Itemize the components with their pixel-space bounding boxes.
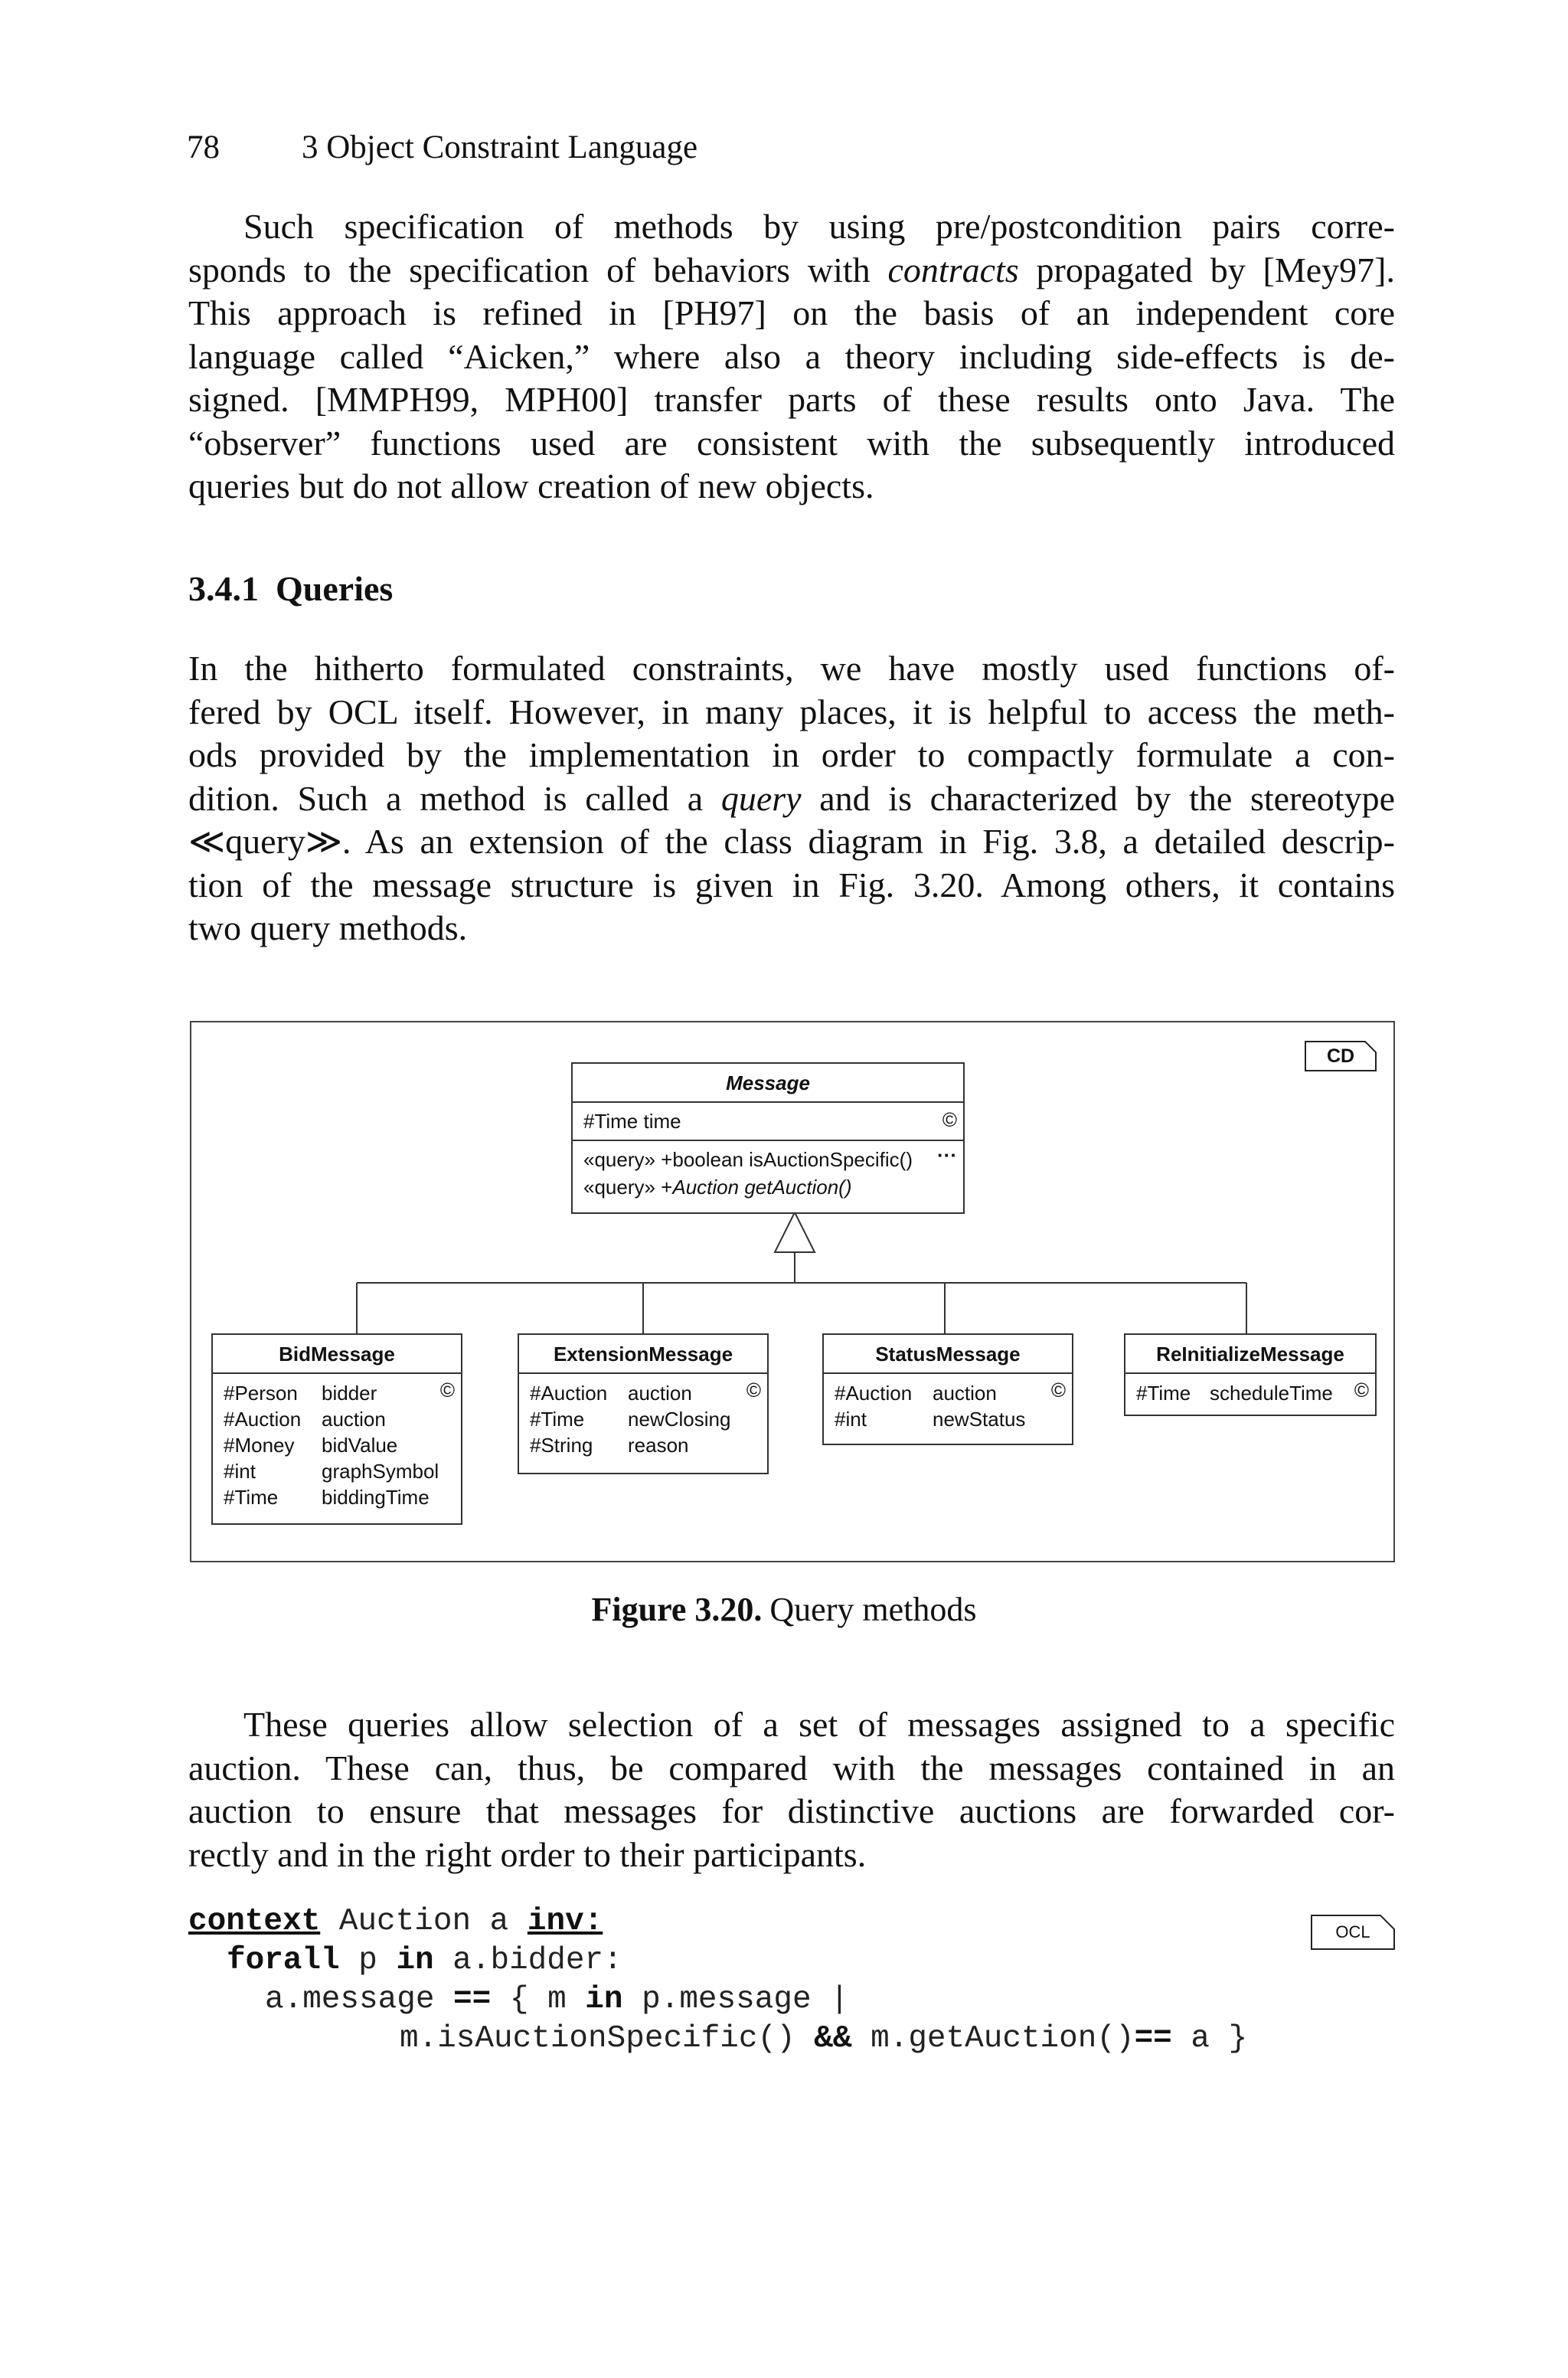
class-extension-message	[518, 1333, 769, 1474]
text-line: queries but do not allow creation of new objects.	[188, 466, 874, 505]
class-attributes	[213, 1374, 461, 1518]
class-reinitialize-message	[1124, 1333, 1377, 1416]
class-status-message	[822, 1333, 1073, 1445]
class-attributes	[824, 1374, 1072, 1440]
class-name: ReInitializeMessage	[1125, 1335, 1375, 1374]
code-line-3: a.message == { m in p.message |	[265, 1982, 849, 2017]
emphasis: contracts	[887, 250, 1019, 289]
text-line: ≪query≫. As an extension of the class diagram in Fig. 3.8, a detailed descrip-	[188, 822, 1395, 861]
text-line: two query methods.	[188, 908, 468, 947]
class-name: StatusMessage	[824, 1335, 1072, 1374]
text-line: rectly and in the right order to their participants.	[188, 1834, 867, 1874]
class-attributes	[1125, 1374, 1375, 1414]
complete-marker: ©	[439, 1379, 455, 1402]
paragraph-conclusion	[188, 1703, 1395, 1876]
complete-marker: ©	[1354, 1379, 1369, 1402]
attribute: #Auction auction	[530, 1382, 692, 1405]
section-title: Queries	[276, 569, 394, 608]
text-line: “observer” functions used are consistent with the subsequently introduced	[188, 423, 1395, 463]
code-line-2: forall p in a.bidder:	[227, 1943, 622, 1978]
caption-text: Query methods	[769, 1591, 977, 1628]
text-line: dition. Such a method is called a query and is characterized by the stereotype	[188, 778, 1395, 818]
attribute: #Auction auction	[224, 1408, 386, 1431]
code-line-4: m.isAuctionSpecific() && m.getAuction()== a }	[400, 2021, 1248, 2056]
text-line: language called “Aicken,” where also a theory including side-effects is de-	[188, 336, 1395, 376]
class-attributes	[573, 1103, 963, 1141]
attribute: #String reason	[530, 1434, 689, 1457]
text-line: tion of the message structure is given in Fig. 3.20. Among others, it contains	[188, 865, 1395, 904]
running-title: 3 Object Constraint Language	[302, 129, 698, 165]
section-heading	[188, 568, 393, 609]
attribute: #Auction auction	[835, 1382, 997, 1405]
paragraph-intro	[188, 205, 1395, 509]
page-number: 78	[187, 129, 220, 165]
text-line: These queries allow selection of a set of messages assigned to a specific	[243, 1705, 1395, 1744]
ellipsis-marker: ···	[937, 1143, 957, 1166]
folded-corner-icon	[1380, 1915, 1395, 1930]
class-methods	[573, 1141, 963, 1205]
section-number: 3.4.1	[188, 569, 259, 608]
text-line: sponds to the specification of behaviors with contracts propagated by [Mey97].	[188, 250, 1395, 289]
complete-marker: ©	[746, 1379, 761, 1402]
text-line: ods provided by the implementation in order to compactly formulate a con-	[188, 735, 1395, 774]
text-line: auction. These can, thus, be compared with the messages contained in an	[188, 1748, 1395, 1788]
attribute: #Time biddingTime	[224, 1486, 430, 1509]
running-header	[187, 129, 697, 166]
class-bid-message	[211, 1333, 462, 1525]
complete-marker: ©	[1050, 1379, 1066, 1402]
text-line: In the hitherto formulated constraints, we have mostly used functions of-	[188, 649, 1395, 688]
text-line: Such specification of methods by using pre/postcondition pairs corre-	[243, 207, 1395, 246]
class-name: Message	[573, 1064, 963, 1103]
class-attributes	[519, 1374, 767, 1466]
method: «query» +boolean isAuctionSpecific() ···	[583, 1146, 952, 1173]
ocl-tag: OCL	[1311, 1915, 1395, 1950]
generalization-arrow	[775, 1212, 815, 1252]
attribute: #Money bidValue	[224, 1434, 398, 1457]
caption-label: Figure 3.20.	[591, 1591, 763, 1628]
text-line: signed. [MMPH99, MPH00] transfer parts of these results onto Java. The	[188, 380, 1395, 419]
code-line-1: context Auction a inv:	[188, 1904, 603, 1939]
figure-caption	[0, 1590, 1568, 1629]
class-message	[571, 1062, 965, 1214]
attribute: #Time time	[583, 1110, 681, 1133]
method: «query» +Auction getAuction()	[583, 1176, 852, 1199]
attribute: #int newStatus	[835, 1408, 1026, 1431]
attribute: #Time newClosing	[530, 1408, 731, 1431]
emphasis: query	[720, 778, 802, 818]
text-line: This approach is refined in [PH97] on the basis of an independent core	[188, 293, 1395, 332]
class-name: ExtensionMessage	[519, 1335, 767, 1374]
attribute: #int graphSymbol	[224, 1460, 439, 1483]
diagram-type-tag: CD	[1305, 1041, 1377, 1071]
complete-marker: ©	[942, 1108, 957, 1131]
figure-class-diagram	[190, 1021, 1395, 1562]
text-line: fered by OCL itself. However, in many places, it is helpful to access the meth-	[188, 692, 1395, 731]
class-name: BidMessage	[213, 1335, 461, 1374]
attribute: #Person bidder	[224, 1382, 377, 1405]
attribute: #Time scheduleTime	[1136, 1382, 1333, 1405]
paragraph-queries	[188, 647, 1395, 950]
text-line: auction to ensure that messages for distinctive auctions are forwarded cor-	[188, 1791, 1395, 1830]
